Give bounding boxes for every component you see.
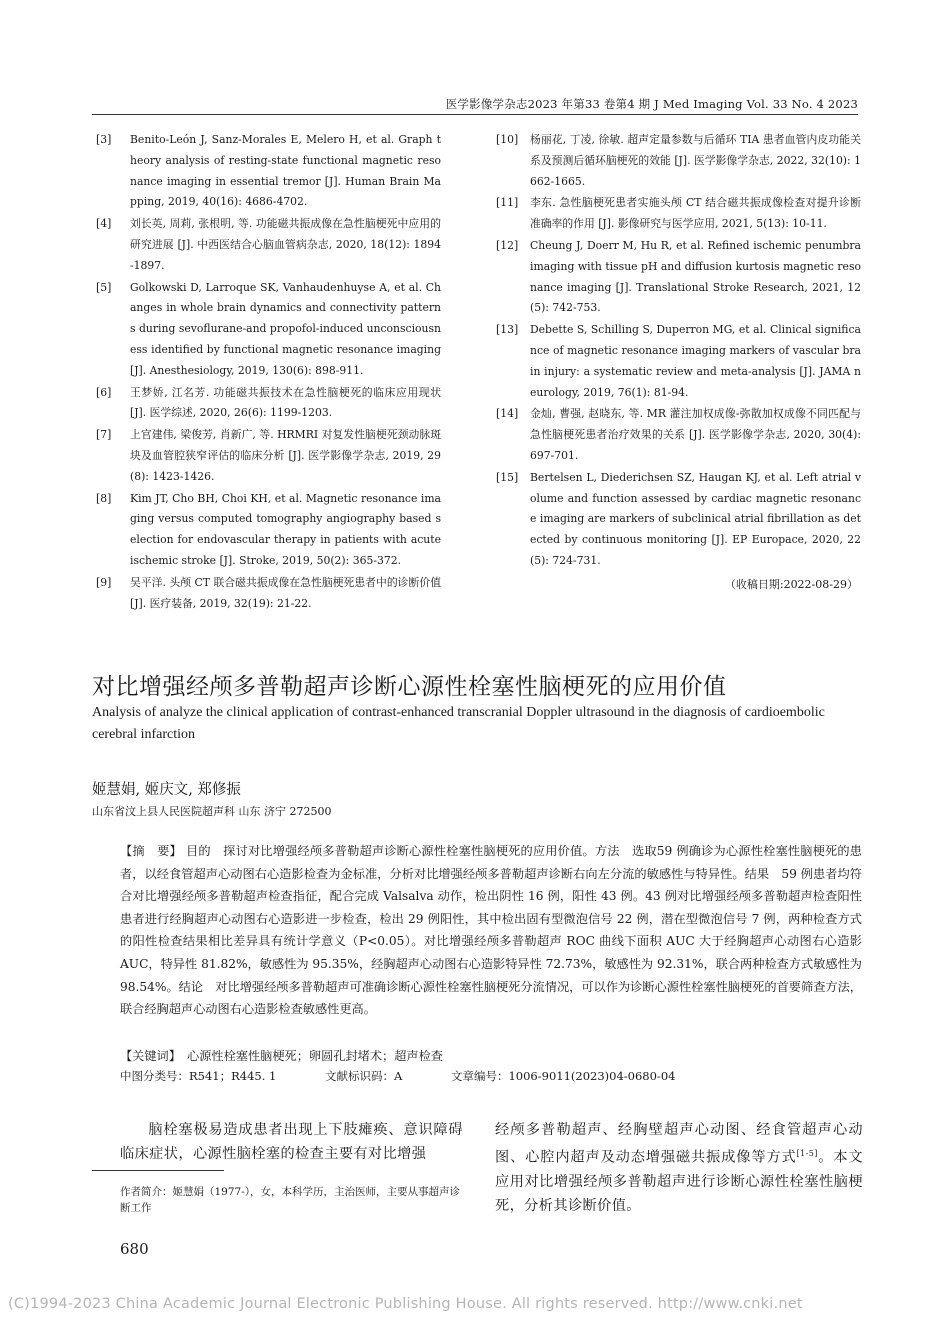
header-rule: [92, 114, 858, 115]
keywords: 【关键词】 心源性栓塞性脑梗死；卵圆孔封堵术；超声检查: [120, 1049, 443, 1063]
page-number: 680: [120, 1240, 149, 1258]
reference-item: [5] Golkowski D, Larroque SK, Vanhaudenhuyse A, et al. Changes in whole brain dynamics and connectivity patterns during sevoflurane-and propofol-induced unconsciousness identified by functional magnetic resonance imaging [J]. Anesthesiology, 2019, 130(6): 898-911.: [96, 280, 441, 377]
reference-item: [15] Bertelsen L, Diederichsen SZ, Haugan KJ, et al. Left atrial volume and function assessed by cardiac magnetic resonance imaging are markers of subclinical atrial fibrillation as detected by continuous monitoring [J]. EP Europace, 2020, 22(5): 724-731.: [496, 470, 861, 567]
copyright-watermark: (C)1994-2023 China Academic Journal Electronic Publishing House. All rights reserved. http://www.cnki.net: [8, 1296, 803, 1312]
reference-item: [12] Cheung J, Doerr M, Hu R, et al. Refined ischemic penumbra imaging with tissue pH and diffusion kurtosis magnetic resonance imaging [J]. Translational Stroke Research, 2021, 12(5): 742-753.: [496, 238, 861, 315]
article-number: 文章编号：1006-9011(2023)04-0680-04: [450, 1069, 676, 1083]
reference-item: [7] 上官建伟, 梁俊芳, 肖新广, 等. HRMRI 对复发性脑梗死颈动脉斑块及血管腔狭窄评估的临床分析 [J]. 医学影像学杂志, 2019, 29(8): 1423-1426.: [96, 428, 441, 483]
reference-item: [4] 刘长英, 周莉, 张根明, 等. 功能磁共振成像在急性脑梗死中应用的研究进展 [J]. 中西医结合心脑血管病杂志, 2020, 18(12): 1894-1897.: [96, 217, 441, 272]
body-text-right: 经颅多普勒超声、经胸壁超声心动图、经食管超声心动图、心腔内超声及动态增强磁共振成像等方式[1-5]。本文应用对比增强经颅多普勒超声进行诊断心源性栓塞性脑梗死，分析其诊断价值。: [495, 1122, 863, 1214]
citation: [1-5]: [796, 1149, 818, 1158]
affiliation: 山东省汶上县人民医院超声科 山东 济宁 272500: [92, 805, 332, 818]
reference-item: [9] 吴平洋. 头颅 CT 联合磁共振成像在急性脑梗死患者中的诊断价值 [J]. 医疗装备, 2019, 32(19): 21-22.: [96, 575, 441, 610]
reference-item: [13] Debette S, Schilling S, Duperron MG, et al. Clinical significance of magnetic resonance imaging markers of vascular brain injury: a systematic review and meta-analysis [J]. JAMA neurology, 2019, 76(1): 81-94.: [496, 323, 861, 399]
references-left-column: [96, 130, 441, 615]
reference-item: [14] 金灿, 曹强, 赵晓东, 等. MR 灌注加权成像-弥散加权成像不同匹配与急性脑梗死患者治疗效果的关系 [J]. 医学影像学杂志, 2020, 30(4): 697-701.: [496, 407, 861, 462]
author-footnote: 作者简介：姬慧娟（1977-），女，本科学历，主治医师，主要从事超声诊断工作: [120, 1186, 461, 1214]
reference-item: [8] Kim JT, Cho BH, Choi KH, et al. Magnetic resonance imaging versus computed tomography angiography based selection for endovascular therapy in patients with acute ischemic stroke [J]. Stroke, 2019, 50(2): 365-372.: [96, 491, 441, 567]
article-title-en: Analysis of analyze the clinical application of contrast-enhanced transcranial Doppler ultrasound in the diagnosis of cardioembolic cerebral infarction: [92, 705, 825, 742]
clc-number: 中图分类号：R541；R445. 1: [120, 1069, 277, 1083]
classification-line: [120, 1068, 720, 1084]
reference-item: [10] 杨丽花, 丁凌, 徐敏. 超声定量参数与后循环 TIA 患者血管内皮功能关系及预测后循环脑梗死的效能 [J]. 医学影像学杂志, 2022, 32(10): 1662-1665.: [496, 133, 861, 188]
reference-item: [11] 李东. 急性脑梗死患者实施头颅 CT 结合磁共振成像检查对提升诊断准确率的作用 [J]. 影像研究与医学应用, 2021, 5(13): 10-11.: [496, 196, 861, 231]
document-code: 文献标识码：A: [325, 1069, 403, 1083]
references-right-column: [496, 130, 861, 573]
reference-item: [3] Benito-León J, Sanz-Morales E, Melero H, et al. Graph theory analysis of resting-state functional magnetic resonance imaging in essential tremor [J]. Human Brain Mapping, 2019, 40(16): 4686-4702.: [96, 133, 441, 209]
body-text-left: 脑栓塞极易造成患者出现上下肢瘫痪、意识障碍临床症状，心源性脑栓塞的检查主要有对比增强: [120, 1122, 463, 1162]
reference-item: [6] 王梦娇, 江名芳. 功能磁共振技术在急性脑梗死的临床应用现状 [J]. 医学综述, 2020, 26(6): 1199-1203.: [96, 385, 441, 420]
running-header: 医学影像学杂志2023 年第33 卷第4 期 J Med Imaging Vol. 33 No. 4 2023: [445, 97, 858, 111]
article-title-cn: 对比增强经颅多普勒超声诊断心源性栓塞性脑梗死的应用价值: [92, 674, 727, 700]
authors: 姬慧娟, 姬庆文, 郑修振: [92, 782, 241, 798]
footnote-rule: [92, 1170, 224, 1171]
abstract: 【摘 要】 目的 探讨对比增强经颅多普勒超声诊断心源性栓塞性脑梗死的应用价值。方法 选取59 例确诊为心源性栓塞性脑梗死的患者，以经食管超声心动图右心造影检查为金标准，分析对比增强经颅多普勒超声诊断右向左分流的敏感性与特异性。结果 59 例患者均符合对比增强经颅多普勒超声检查指征，配合完成 Valsalva 动作，检出阴性 16 例，阳性 43 例。43 例对比增强经颅多普勒超声检查阳性患者进行经胸超声心动图右心造影进一步检查，检出 29 例阳性，其中检出固有型微泡信号 22 例，潜在型微泡信号 7 例，两种检查方式的阳性检查结果相比差异具有统计学意义（P<0.05）。对比增强经颅多普勒超声 ROC 曲线下面积 AUC 大于经胸超声心动图右心造影 AUC，特异性 81.82%，敏感性为 95.35%，经胸超声心动图右心造影特异性 72.73%，敏感性为 92.31%，联合两种检查方式敏感性为 98.54%。结论 对比增强经颅多普勒超声可准确诊断心源性栓塞性脑梗死分流情况，可以作为诊断心源性栓塞性脑梗死的首要筛查方法，联合经胸超声心动图右心造影检查敏感性更高。: [120, 844, 862, 1017]
received-date: （收稿日期:2022-08-29）: [724, 578, 858, 591]
